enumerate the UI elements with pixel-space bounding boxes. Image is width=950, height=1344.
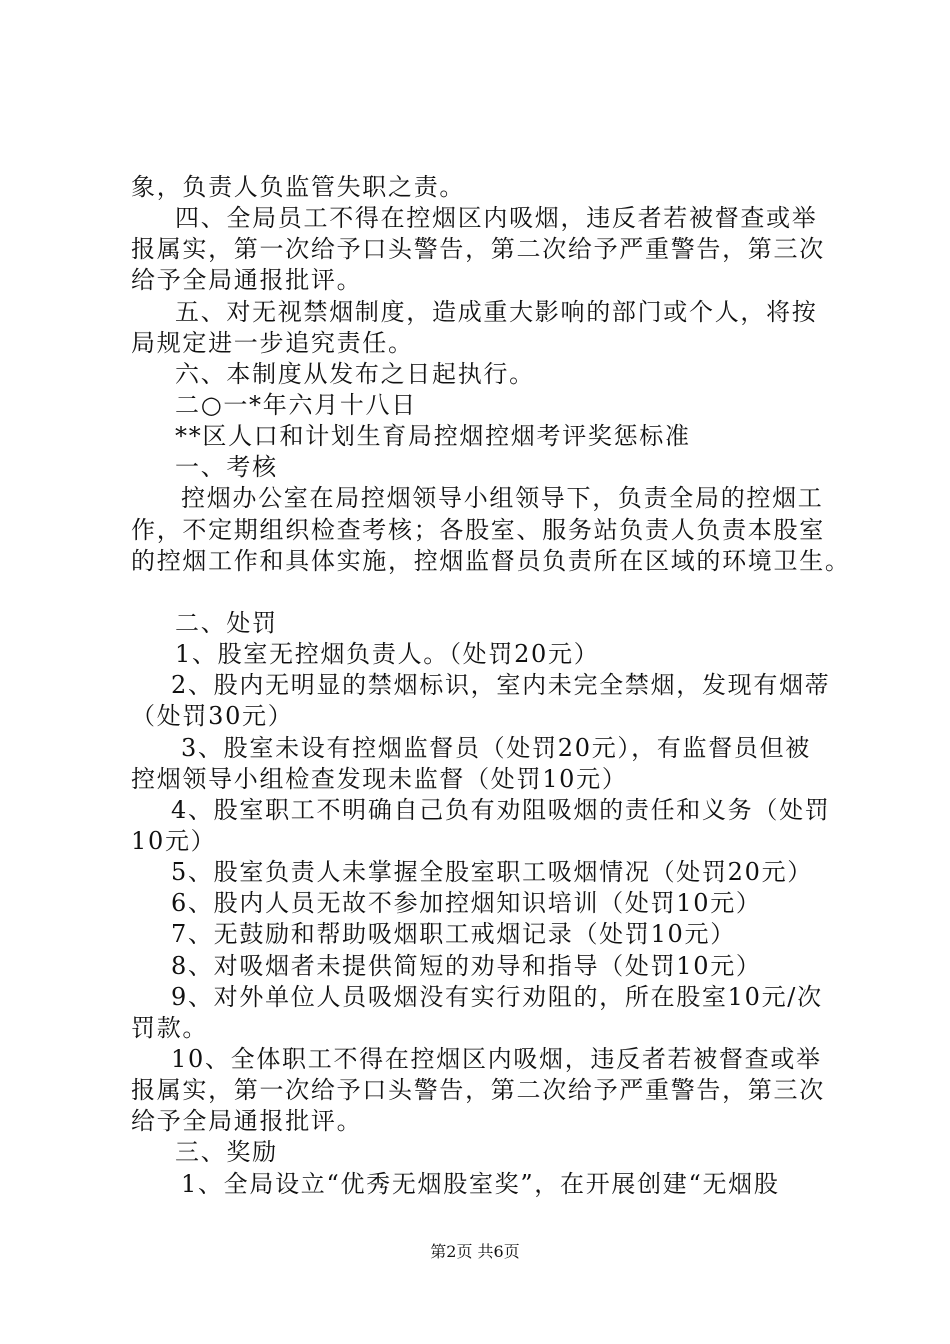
date-line: 二○一*年六月十八日 <box>175 390 417 419</box>
text-line: 六、本制度从发布之日起执行。 <box>175 359 535 388</box>
heading-assessment: 一、考核 <box>175 453 278 482</box>
list-item: 5、股室负责人未掌握全股室职工吸烟情况（处罚20元） <box>171 858 814 887</box>
heading-reward: 三、奖励 <box>175 1138 278 1167</box>
text-line: 的控烟工作和具体实施，控烟监督员负责所在区域的环境卫生。 <box>131 546 851 575</box>
list-item: 10、全体职工不得在控烟区内吸烟，违反者若被督查或举 <box>171 1044 822 1073</box>
text-line: 10元） <box>131 826 217 855</box>
document-body <box>131 172 851 1200</box>
list-item: 9、对外单位人员吸烟没有实行劝阻的，所在股室10元/次 <box>171 982 823 1011</box>
text-line: （处罚30元） <box>131 702 294 731</box>
text-line: 报属实，第一次给予口头警告，第二次给予严重警告，第三次 <box>131 1076 825 1105</box>
text-line: 五、对无视禁烟制度，造成重大影响的部门或个人，将按 <box>175 297 818 326</box>
text-line: 象，负责人负监管失职之责。 <box>131 173 466 201</box>
text-line: 报属实，第一次给予口头警告，第二次给予严重警告，第三次 <box>131 235 825 264</box>
list-item: 1、股室无控烟负责人。（处罚20元） <box>175 640 600 669</box>
text-line: 给予全局通报批评。 <box>131 266 363 295</box>
text-line: 局规定进一步追究责任。 <box>131 328 414 357</box>
list-item: 4、股室职工不明确自己负有劝阻吸烟的责任和义务（处罚 <box>171 795 831 824</box>
text-line: 控烟办公室在局控烟领导小组领导下，负责全局的控烟工 <box>181 484 824 513</box>
list-item: 1、全局设立“优秀无烟股室奖”，在开展创建“无烟股 <box>181 1169 780 1198</box>
text-line: 控烟领导小组检查发现未监督（处罚10元） <box>131 764 628 793</box>
list-item: 6、股内人员无故不参加控烟知识培训（处罚10元） <box>171 889 762 918</box>
section-title: **区人口和计划生育局控烟控烟考评奖惩标准 <box>175 422 691 451</box>
list-item: 3、股室未设有控烟监督员（处罚20元），有监督员但被 <box>181 733 812 762</box>
text-line: 给予全局通报批评。 <box>131 1107 363 1136</box>
text-line: 四、全局员工不得在控烟区内吸烟，违反者若被督查或举 <box>175 204 818 233</box>
list-item: 8、对吸烟者未提供简短的劝导和指导（处罚10元） <box>171 951 762 980</box>
list-item: 2、股内无明显的禁烟标识，室内未完全禁烟，发现有烟蒂 <box>171 671 831 700</box>
text-line: 罚款。 <box>131 1013 209 1042</box>
text-line: 作，不定期组织检查考核；各股室、服务站负责人负责本股室 <box>131 515 825 544</box>
list-item: 7、无鼓励和帮助吸烟职工戒烟记录（处罚10元） <box>171 920 736 949</box>
page-footer: 第2页 共6页 <box>430 1242 520 1261</box>
blank-line <box>131 577 851 608</box>
heading-penalty: 二、处罚 <box>175 608 278 637</box>
